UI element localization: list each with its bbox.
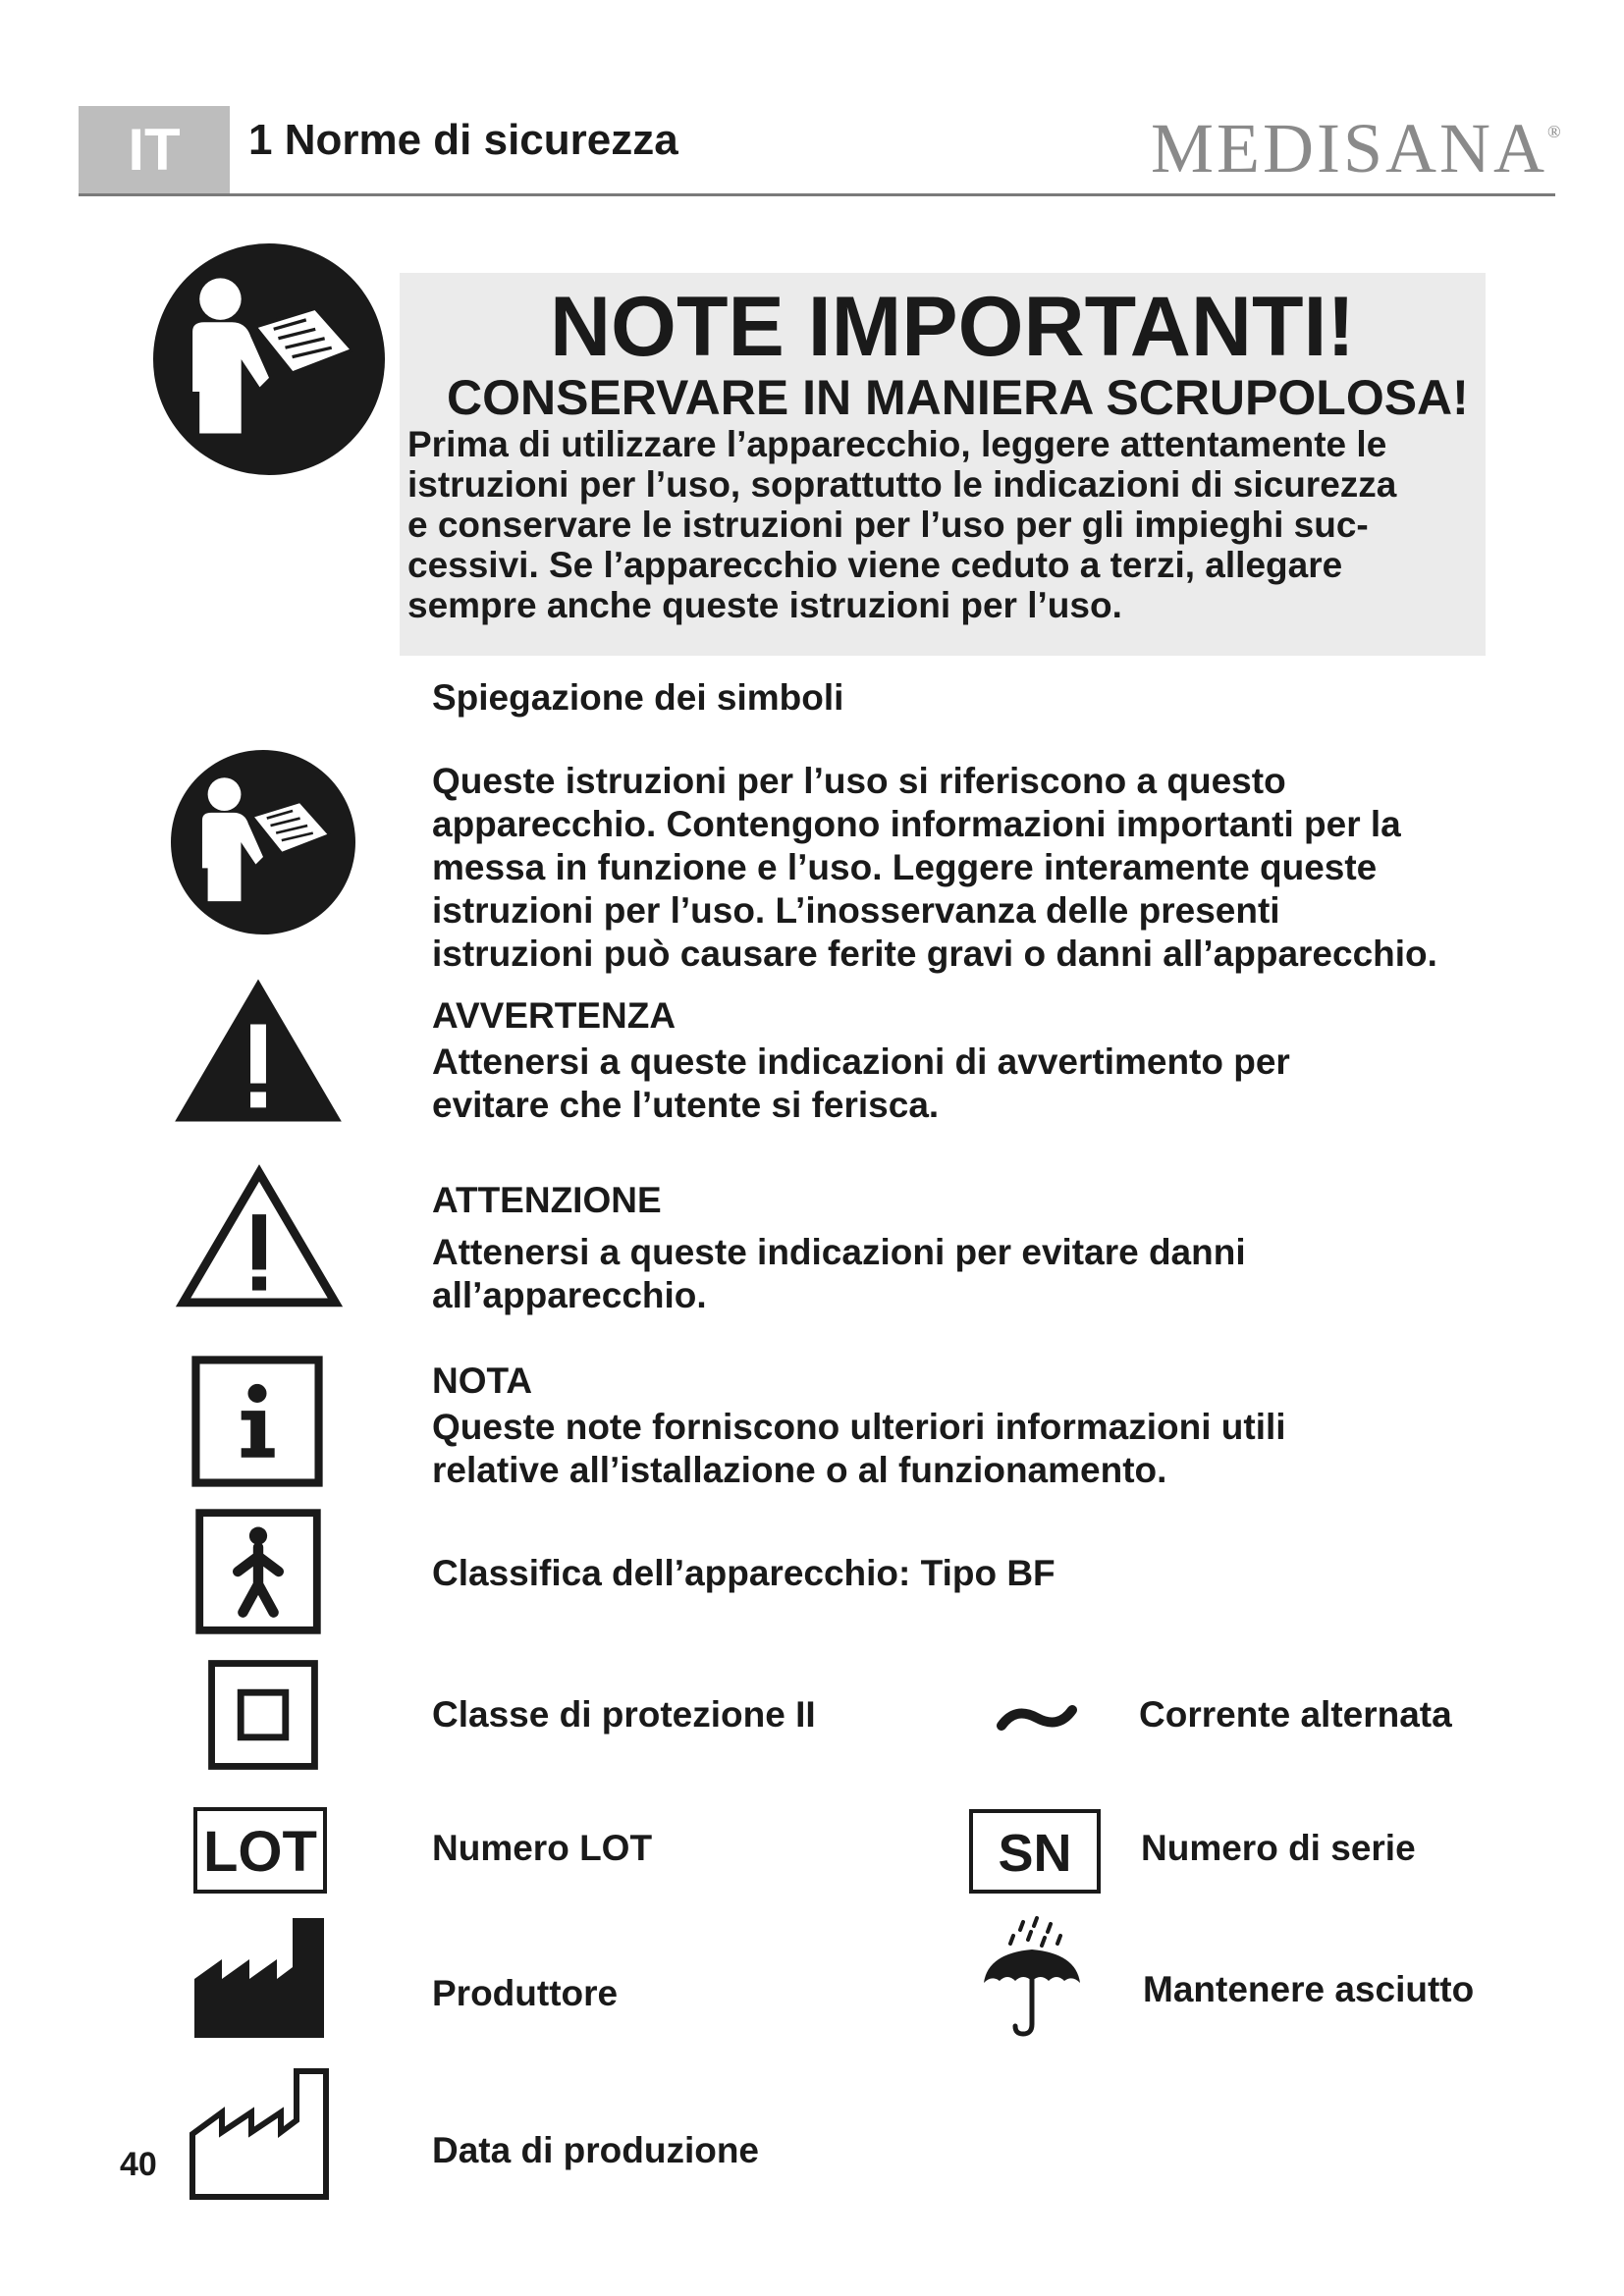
alternating-current-icon — [996, 1688, 1078, 1747]
keep-dry-label: Mantenere asciutto — [1143, 1969, 1475, 2009]
manual-line: istruzioni per l’uso. L’inosservanza delle presenti — [432, 890, 1280, 931]
sn-glyph: SN — [998, 1824, 1072, 1883]
caution-description — [432, 1231, 1246, 1317]
note-body — [407, 424, 1484, 625]
manufacture-date-icon — [189, 2067, 330, 2201]
type-bf-label: Classifica dell’apparecchio: Tipo BF — [432, 1553, 1056, 1593]
lot-glyph: LOT — [203, 1820, 317, 1884]
serial-number-icon — [968, 1808, 1102, 1895]
note-body-line: e conservare le istruzioni per l’uso per gli impieghi suc- — [407, 505, 1369, 545]
note-headline: NOTE IMPORTANTI! — [549, 280, 1356, 374]
serial-label: Numero di serie — [1141, 1828, 1416, 1868]
keep-dry-icon — [980, 1914, 1084, 2038]
warning-line: Attenersi a queste indicazioni di avvertimento per — [432, 1041, 1290, 1082]
symbols-title: Spiegazione dei simboli — [432, 677, 844, 718]
manual-line: Queste istruzioni per l’uso si riferiscono a questo — [432, 761, 1286, 801]
warning-line: evitare che l’utente si ferisca. — [432, 1085, 940, 1125]
info-icon — [190, 1353, 324, 1490]
warning-filled-icon — [171, 976, 346, 1125]
note-line: relative all’istallazione o al funzionamento. — [432, 1450, 1167, 1490]
lot-icon — [192, 1806, 328, 1895]
section-title: 1 Norme di sicurezza — [248, 116, 678, 164]
caution-line: all’apparecchio. — [432, 1275, 707, 1315]
note-body-line: Prima di utilizzare l’apparecchio, leggere attentamente le — [407, 424, 1387, 464]
manufacture-date-label: Data di produzione — [432, 2130, 759, 2170]
lot-label: Numero LOT — [432, 1828, 653, 1868]
manual-line: istruzioni può causare ferite gravi o danni all’apparecchio. — [432, 934, 1437, 974]
brand-name: MEDISANA — [1151, 109, 1548, 187]
ac-label: Corrente alternata — [1139, 1694, 1452, 1735]
note-body-line: istruzioni per l’uso, soprattutto le indicazioni di sicurezza — [407, 464, 1397, 505]
manual-line: messa in funzione e l’uso. Leggere interamente queste — [432, 847, 1378, 887]
caution-outline-icon — [173, 1162, 346, 1311]
manufacturer-label: Produttore — [432, 1973, 619, 2013]
caution-heading: ATTENZIONE — [432, 1180, 662, 1220]
note-description — [432, 1406, 1286, 1492]
note-subheadline: CONSERVARE IN MANIERA SCRUPOLOSA! — [447, 370, 1469, 425]
note-line: Queste note forniscono ulteriori informazioni utili — [432, 1407, 1286, 1447]
class-ii-icon — [206, 1659, 320, 1771]
language-code: IT — [128, 117, 181, 183]
important-note-box — [400, 273, 1486, 656]
type-bf-icon — [194, 1508, 322, 1635]
note-body-line: sempre anche queste istruzioni per l’uso. — [407, 585, 1122, 625]
brand-logo — [1151, 108, 1561, 189]
header-divider — [79, 193, 1555, 196]
read-manual-icon — [153, 243, 385, 475]
manual-line: apparecchio. Contengono informazioni importanti per la — [432, 804, 1401, 844]
read-manual-icon — [171, 750, 355, 934]
note-body-line: cessivi. Se l’apparecchio viene ceduto a terzi, allegare — [407, 545, 1343, 585]
manual-description — [432, 760, 1437, 976]
manufacturer-icon — [192, 1916, 326, 2040]
warning-description — [432, 1041, 1290, 1127]
class-ii-label: Classe di protezione II — [432, 1694, 816, 1735]
note-heading: NOTA — [432, 1361, 533, 1401]
registered-mark: ® — [1547, 122, 1561, 141]
caution-line: Attenersi a queste indicazioni per evitare danni — [432, 1232, 1246, 1272]
page-number: 40 — [120, 2146, 157, 2183]
warning-heading: AVVERTENZA — [432, 995, 677, 1036]
language-tab — [79, 106, 230, 194]
